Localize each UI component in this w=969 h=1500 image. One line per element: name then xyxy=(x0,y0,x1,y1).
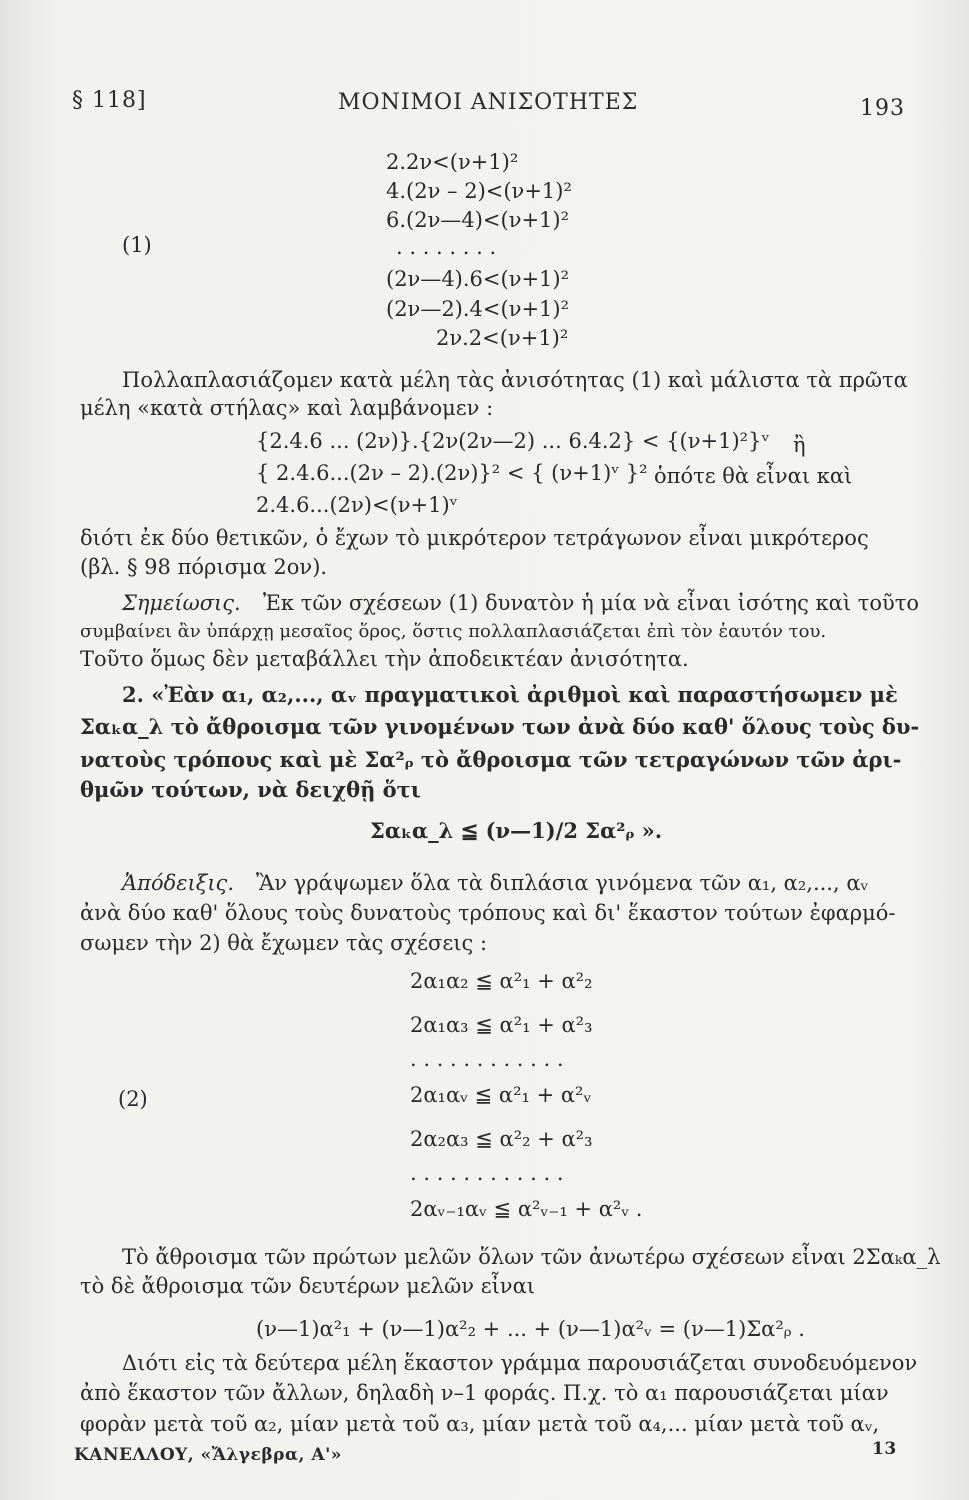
system1-line: 2ν.2<(ν+1)² xyxy=(436,326,569,350)
remark-title: Σημείωσις. xyxy=(122,591,241,615)
equation-note: ὁπότε θὰ εἶναι καὶ xyxy=(654,464,853,488)
paragraph-line: Τὸ ἄθροισμα τῶν πρώτων μελῶν ὅλων τῶν ἀνωτέρω σχέσεων εἶναι 2Σαₖα_λ xyxy=(122,1245,941,1269)
system2-ellipsis: . . . . . . . . . . . . xyxy=(410,1161,564,1185)
problem-line: Σαₖα_λ τὸ ἄθροισμα τῶν γινομένων των ἀνὰ δύο καθ' ὅλους τοὺς δυ- xyxy=(80,714,920,739)
proof-title: Ἀπόδειξις. xyxy=(122,871,234,895)
paragraph-line: φορὰν μετὰ τοῦ α₂, μίαν μετὰ τοῦ α₃, μίαν μετὰ τοῦ α₄,... μίαν μετὰ τοῦ αᵥ, xyxy=(80,1412,880,1436)
system2-line: 2α₁αᵥ ≦ α²₁ + α²ᵥ xyxy=(410,1083,592,1107)
problem-line: 2. «Ἐὰν α₁, α₂,..., αᵥ πραγματικοὶ ἀριθμοὶ καὶ παραστήσωμεν μὲ xyxy=(122,682,898,707)
paragraph-line: Διότι εἰς τὰ δεύτερα μέλη ἕκαστον γράμμα παρουσιάζεται συνοδευόμενον xyxy=(122,1351,918,1375)
proof-line: σωμεν τὴν 2) θὰ ἔχωμεν τὰς σχέσεις : xyxy=(80,931,488,955)
system2-line: 2αᵥ₋₁αᵥ ≦ α²ᵥ₋₁ + α²ᵥ . xyxy=(410,1197,643,1221)
system1-line: 6.(2ν—4)<(ν+1)² xyxy=(386,208,570,232)
page-number: 193 xyxy=(860,96,905,121)
system1-line: (2ν—4).6<(ν+1)² xyxy=(386,267,570,291)
paragraph-line: (βλ. § 98 πόρισμα 2ον). xyxy=(80,555,328,579)
equation-line: (ν—1)α²₁ + (ν—1)α²₂ + ... + (ν—1)α²ᵥ = (ν—1)Σα²ᵨ . xyxy=(256,1317,805,1341)
problem-line: νατοὺς τρόπους καὶ μὲ Σα²ᵨ τὸ ἄθροισμα τῶν τετραγώνων τῶν ἀρι- xyxy=(80,747,902,772)
equation-line: {2.4.6 ... (2ν)}.{2ν(2ν—2) ... 6.4.2} < {(ν+1)²}ᵛ xyxy=(256,429,770,453)
remark-line: Τοῦτο ὅμως δὲν μεταβάλλει τὴν ἀποδεικτέαν ἀνισότητα. xyxy=(80,647,689,671)
system2-ellipsis: . . . . . . . . . . . . xyxy=(410,1047,564,1071)
system2-line: 2α₁α₃ ≦ α²₁ + α²₃ xyxy=(410,1013,593,1037)
system1-line: 4.(2ν – 2)<(ν+1)² xyxy=(386,179,572,203)
system2-label: (2) xyxy=(118,1087,148,1111)
proof-line: ἀνὰ δύο καθ' ὅλους τοὺς δυνατοὺς τρόπους καὶ δι' ἕκαστον τούτων ἐφαρμό- xyxy=(80,901,896,925)
equation-note: ἢ xyxy=(793,433,806,457)
paragraph-line: Πολλαπλασιάζομεν κατὰ μέλη τὰς ἀνισότητας (1) καὶ μάλιστα τὰ πρῶτα xyxy=(122,368,908,392)
system1-line: (2ν—2).4<(ν+1)² xyxy=(386,297,570,321)
remark-line: συμβαίνει ἂν ὑπάρχῃ μεσαῖος ὅρος, ὅστις πολλαπλασιάζεται ἐπὶ τὸν ἑαυτόν του. xyxy=(80,621,827,642)
equation-line: { 2.4.6...(2ν – 2).(2ν)}² < { (ν+1)ᵛ }² xyxy=(256,461,648,485)
system1-ellipsis: . . . . . . . . xyxy=(396,235,497,259)
system2-line: 2α₂α₃ ≦ α²₂ + α²₃ xyxy=(410,1127,593,1151)
paragraph-line: τὸ δὲ ἄθροισμα τῶν δευτέρων μελῶν εἶναι xyxy=(80,1274,535,1298)
paragraph-line: διότι ἐκ δύο θετικῶν, ὁ ἔχων τὸ μικρότερον τετράγωνον εἶναι μικρότερος xyxy=(80,526,869,550)
system1-label: (1) xyxy=(122,233,152,257)
remark-line: Ἐκ τῶν σχέσεων (1) δυνατὸν ἡ μία νὰ εἶναι ἰσότης καὶ τοῦτο xyxy=(263,591,920,615)
proof-line: Ἂν γράψωμεν ὅλα τὰ διπλάσια γινόμενα τῶν α₁, α₂,..., αᵥ xyxy=(256,871,869,895)
section-reference: § 118] xyxy=(72,88,147,113)
system1-line: 2.2ν<(ν+1)² xyxy=(386,150,519,174)
paragraph-line: ἀπὸ ἕκαστον τῶν ἄλλων, δηλαδὴ ν–1 φοράς. Π.χ. τὸ α₁ παρουσιάζεται μίαν xyxy=(80,1381,889,1405)
footer-signature: ΚΑΝΕΛΛΟΥ, «Ἄλγεβρα, Α'» xyxy=(74,1445,342,1465)
equation-line: 2.4.6...(2ν)<(ν+1)ᵛ xyxy=(256,493,458,517)
footer-sheet-number: 13 xyxy=(872,1439,897,1459)
problem-line: θμῶν τούτων, νὰ δειχθῇ ὅτι xyxy=(80,777,421,802)
problem-formula: Σαₖα_λ ≦ (ν—1)/2 Σα²ᵨ ». xyxy=(370,818,663,843)
system2-line: 2α₁α₂ ≦ α²₁ + α²₂ xyxy=(410,969,593,993)
paragraph-line: μέλη «κατὰ στήλας» καὶ λαμβάνομεν : xyxy=(80,396,494,420)
page-title: ΜΟΝΙΜΟΙ ΑΝΙΣΟΤΗΤΕΣ xyxy=(338,90,639,115)
